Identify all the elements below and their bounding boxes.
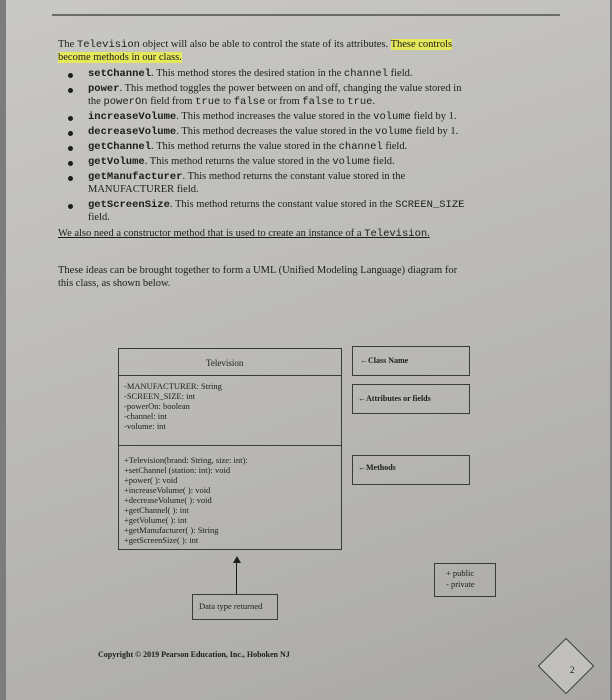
method-getscreensize-line2: field.: [88, 212, 110, 223]
uml-field: -SCREEN_SIZE: int: [124, 391, 196, 401]
method-getmanufacturer-line2: MANUFACTURER field.: [88, 184, 199, 195]
return-type-label: Data type returned: [199, 601, 263, 611]
bullet-dot: [68, 161, 73, 166]
bullet-dot: [68, 131, 73, 136]
uml-method: +getVolume( ): int: [124, 515, 187, 525]
intro-line-2: become methods in our class.: [58, 52, 182, 63]
method-power: power. This method toggles the power between on and off, changing the value stored in: [88, 83, 462, 95]
uml-field: -powerOn: boolean: [124, 401, 190, 411]
uml-field: -volume: int: [124, 421, 166, 431]
uml-method: +Television(brand: String, size: int):: [124, 455, 248, 465]
method-setchannel: setChannel. This method stores the desired station in the channel field.: [88, 68, 413, 80]
legend-public: + public: [446, 568, 475, 578]
bullet-dot: [68, 116, 73, 121]
intro-line-1: The Television object will also be able to control the state of its attributes. These controls: [58, 39, 453, 51]
page-number: 2: [570, 665, 575, 675]
uml-method: +increaseVolume( ): void: [124, 485, 211, 495]
method-getvolume: getVolume. This method returns the value stored in the volume field.: [88, 156, 395, 168]
label-methods: ←Methods: [358, 463, 396, 472]
method-getmanufacturer: getManufacturer. This method returns the constant value stored in the: [88, 171, 406, 183]
uml-field: -MANUFACTURER: String: [124, 381, 222, 391]
bullet-dot: [68, 88, 73, 93]
method-getchannel: getChannel. This method returns the value stored in the channel field.: [88, 141, 408, 153]
method-power-line2: the powerOn field from true to false or from false to true.: [88, 96, 376, 108]
bullet-dot: [68, 73, 73, 78]
constructor-note: We also need a constructor method that is used to create an instance of a Television.: [58, 228, 430, 240]
bullet-dot: [68, 146, 73, 151]
uml-method: +decreaseVolume( ): void: [124, 495, 212, 505]
method-getscreensize: getScreenSize. This method returns the constant value stored in the SCREEN_SIZE: [88, 199, 465, 211]
document-page: [6, 0, 610, 700]
uml-intro-line-2: this class, as shown below.: [58, 278, 171, 289]
uml-method: +getManufacturer( ): String: [124, 525, 219, 535]
uml-method: +setChannel (station: int): void: [124, 465, 231, 475]
label-attributes: ←Attributes or fields: [358, 394, 431, 403]
method-decreasevolume: decreaseVolume. This method decreases the value stored in the volume field by 1.: [88, 126, 459, 138]
uml-method: +getScreenSize( ): int: [124, 535, 199, 545]
page-number-diamond: [538, 638, 595, 695]
uml-method: +power( ): void: [124, 475, 178, 485]
top-rule: [52, 14, 560, 16]
uml-intro-line-1: These ideas can be brought together to form a UML (Unified Modeling Language) diagram for: [58, 265, 458, 276]
bullet-dot: [68, 204, 73, 209]
method-increasevolume: increaseVolume. This method increases the value stored in the volume field by 1.: [88, 111, 457, 123]
uml-method: +getChannel( ): int: [124, 505, 189, 515]
arrow-shaft: [236, 562, 237, 594]
bullet-dot: [68, 176, 73, 181]
legend-private: - private: [446, 579, 475, 589]
label-class-name: ←Class Name: [360, 356, 409, 365]
uml-field: -channel: int: [124, 411, 167, 421]
arrow-up-icon: [233, 556, 241, 563]
copyright: Copyright © 2019 Pearson Education, Inc., Hoboken NJ: [98, 650, 290, 659]
uml-class-name: Television: [206, 358, 244, 368]
